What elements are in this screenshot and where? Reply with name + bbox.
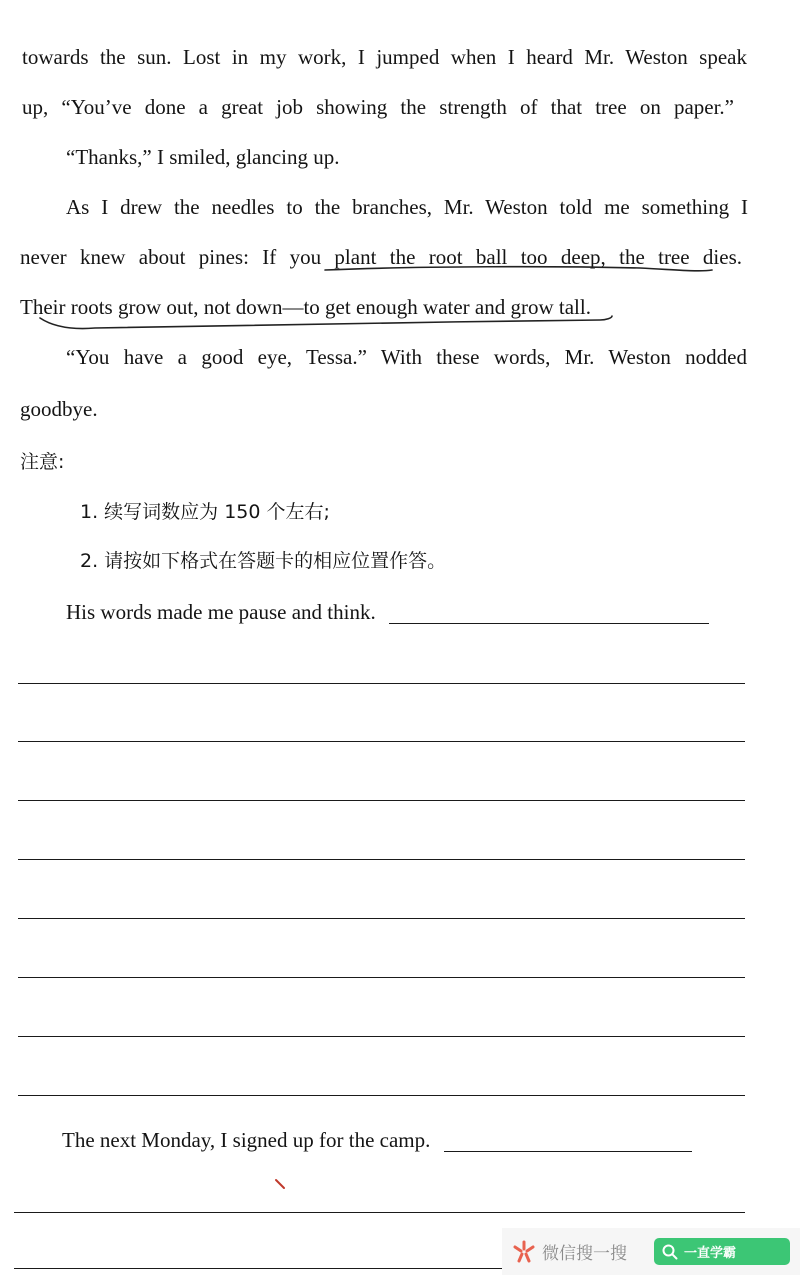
answer-line[interactable] [18,683,745,684]
watermark-search-text: 一直学霸 [684,1246,737,1261]
passage-line-7: “You have a good eye, Tessa.” With these words, Mr. Weston nodded [66,345,747,369]
notes-heading: 注意: [20,451,65,473]
answer-line[interactable] [18,1036,745,1037]
watermark-label: 微信搜一搜 [542,1244,627,1264]
passage-line-3: “Thanks,” I smiled, glancing up. [66,145,340,169]
answer-line[interactable] [18,977,745,978]
watermark-search-pill[interactable] [654,1238,790,1265]
notes-item-1: 1. 续写词数应为 150 个左右; [80,501,330,523]
notes-item-2: 2. 请按如下格式在答题卡的相应位置作答。 [80,550,447,572]
passage-line-8: goodbye. [20,397,98,421]
answer-line[interactable] [18,918,745,919]
answer-line[interactable] [18,741,745,742]
passage-line-4: As I drew the needles to the branches, Mr. Weston told me something I [66,195,748,219]
answer-blank-inline-2[interactable] [444,1133,692,1152]
answer-prompt-2 [62,1128,692,1152]
answer-line[interactable] [14,1268,502,1269]
answer-blank-inline-1[interactable] [389,605,709,624]
answer-prompt-1 [66,600,709,624]
answer-prompt-2-text: The next Monday, I signed up for the camp. [62,1128,431,1152]
answer-line[interactable] [18,859,745,860]
passage-line-5: never knew about pines: If you plant the root ball too deep, the tree dies. [20,245,742,269]
answer-line[interactable] [14,1212,745,1213]
passage-line-6: Their roots grow out, not down—to get enough water and grow tall. [20,295,591,319]
search-icon [661,1243,679,1261]
passage-line-2: up, “You’ve done a great job showing the strength of that tree on paper.” [22,95,734,119]
search-watermark [502,1228,800,1275]
answer-line[interactable] [18,1095,745,1096]
passage-line-1: towards the sun. Lost in my work, I jumped when I heard Mr. Weston speak [22,45,747,69]
answer-prompt-1-text: His words made me pause and think. [66,600,376,624]
wechat-search-icon [510,1238,538,1266]
answer-line[interactable] [18,800,745,801]
